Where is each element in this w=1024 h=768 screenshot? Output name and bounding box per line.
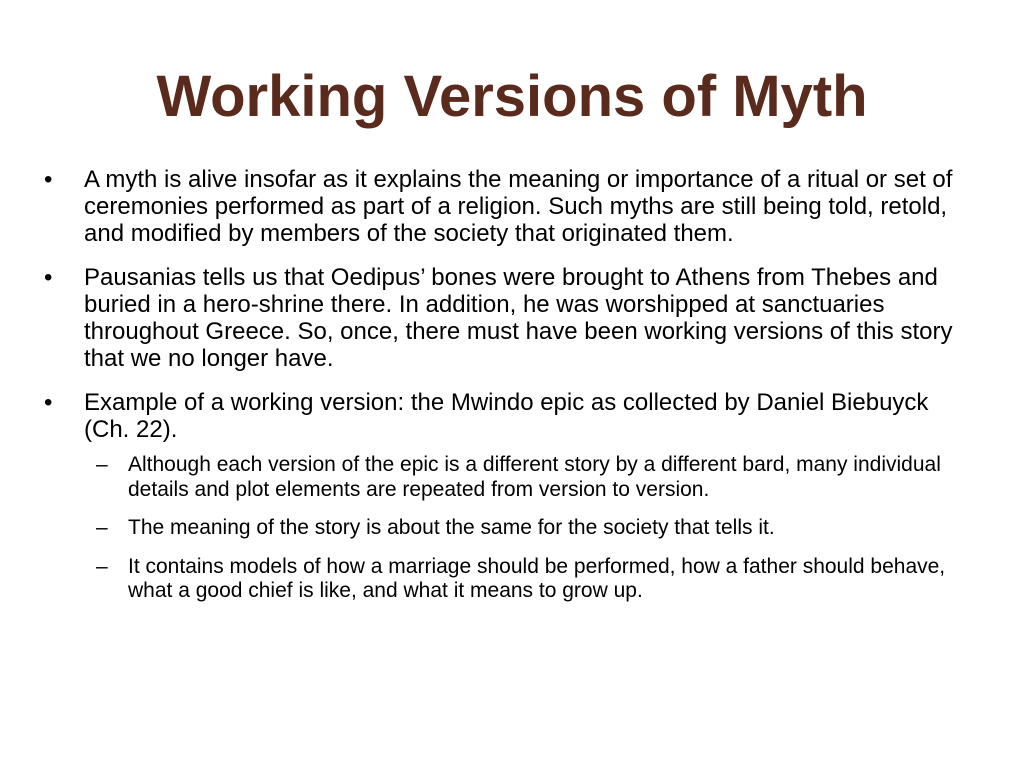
bullet-text: Example of a working version: the Mwindo epic as collected by Daniel Biebuyck (Ch. 22). [84,389,929,443]
bullet-item-1 [44,166,964,247]
bullet-item-3 [44,389,964,604]
sub-bullet-marker: – [96,554,108,578]
sub-bullet-item-3 [84,555,964,604]
slide-body [44,166,964,621]
sub-bullet-text: The meaning of the story is about the same for the society that tells it. [128,516,775,539]
sub-bullet-list [84,453,964,604]
bullet-marker: • [44,389,53,416]
sub-bullet-marker: – [96,453,108,476]
bullet-marker: • [44,264,53,291]
bullet-marker: • [44,166,53,193]
slide-title: Working Versions of Myth [156,64,868,129]
bullet-text: Pausanias tells us that Oedipus’ bones were brought to Athens from Thebes and buried in a hero-shrine there. In addition, he was worshipped at sanctuaries throughout Greece. So, once, there must have been working versions of this story that we no longer have. [84,264,953,372]
sub-bullet-item-2 [84,516,964,541]
sub-bullet-item-1 [84,453,964,502]
sub-bullet-text: It contains models of how a marriage should be performed, how a father should behave, what a good chief is like, and what it means to grow up. [128,554,946,602]
sub-bullet-marker: – [96,516,108,539]
sub-bullet-text: Although each version of the epic is a different story by a different bard, many individual details and plot elements are repeated from version to version. [128,453,941,501]
bullet-text: A myth is alive insofar as it explains the meaning or importance of a ritual or set of ceremonies performed as part of a religion. Such myths are still being told, retold, and modified by members of the society that originated them. [84,166,953,247]
bullet-item-2 [44,264,964,372]
bullet-list [44,166,964,604]
